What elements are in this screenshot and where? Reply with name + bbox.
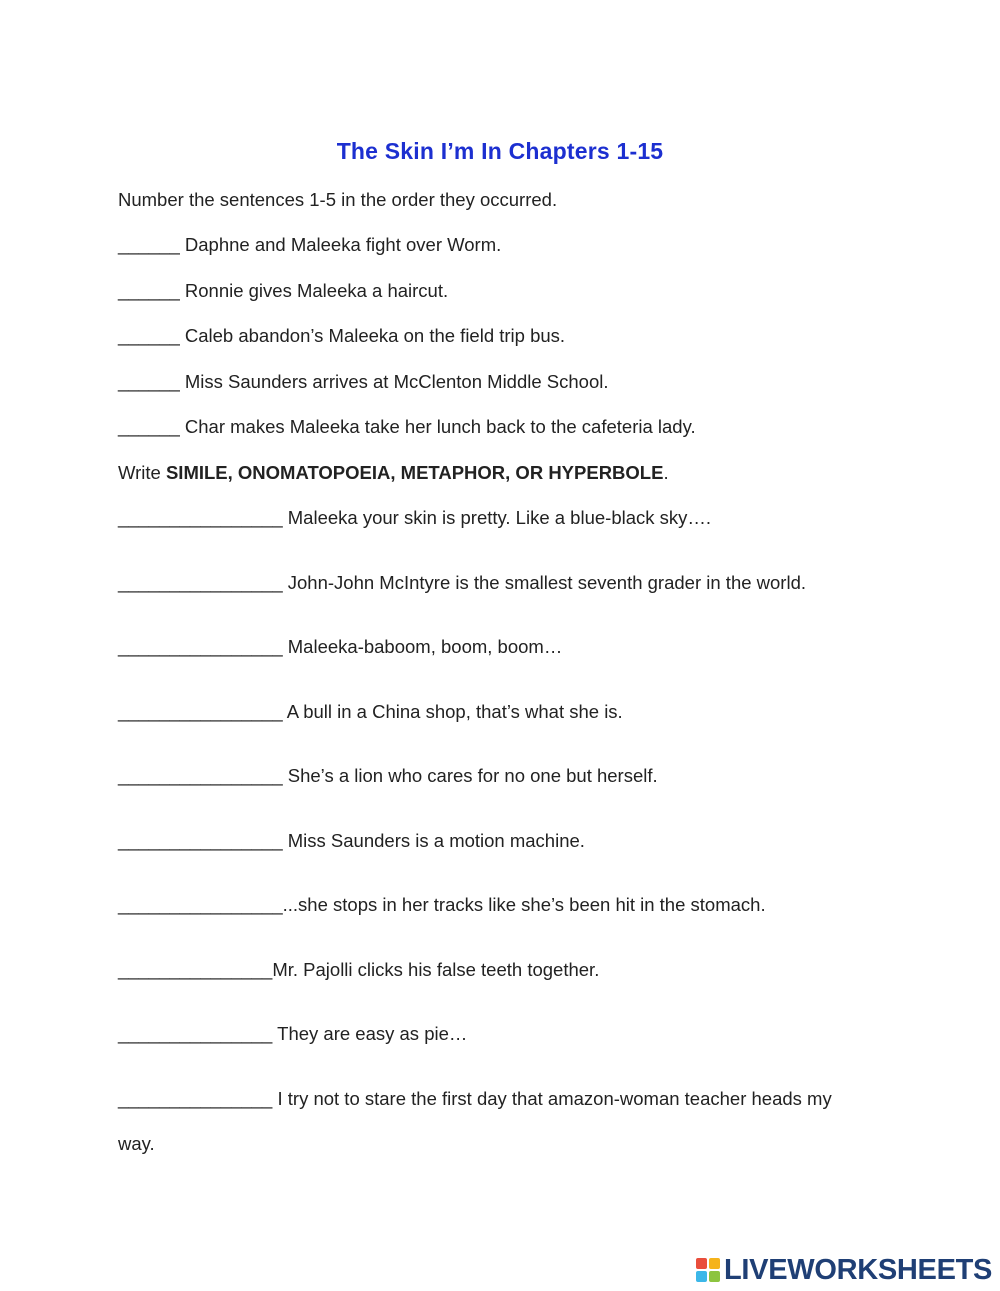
worksheet-title: The Skin I’m In Chapters 1-15 xyxy=(336,138,664,164)
ordering-item xyxy=(118,416,696,438)
answer-blank[interactable]: ________________ xyxy=(118,636,283,657)
instruction-prefix: Write xyxy=(118,462,166,483)
figurative-item xyxy=(118,1023,467,1045)
logo-square xyxy=(709,1271,720,1282)
item-text: She’s a lion who cares for no one but herself. xyxy=(282,765,658,786)
item-text: Ronnie gives Maleeka a haircut. xyxy=(184,280,449,301)
item-text: ...she stops in her tracks like she’s been hit in the stomach. xyxy=(282,894,766,915)
figurative-item xyxy=(118,701,623,723)
item-text: John-John McIntyre is the smallest seventh grader in the world. xyxy=(282,572,807,593)
figurative-item xyxy=(118,830,585,852)
instruction-suffix: . xyxy=(663,462,669,483)
ordering-item xyxy=(118,280,448,302)
answer-blank[interactable]: _______________ xyxy=(118,1023,273,1044)
item-text: A bull in a China shop, that’s what she is. xyxy=(282,701,623,722)
liveworksheets-logo xyxy=(696,1254,992,1286)
figurative-item xyxy=(118,894,766,916)
logo-square xyxy=(696,1258,707,1269)
item-text: Caleb abandon’s Maleeka on the field trip bus. xyxy=(184,325,566,346)
answer-blank[interactable]: ______ xyxy=(118,371,180,392)
answer-blank[interactable]: ______ xyxy=(118,280,180,301)
answer-blank[interactable]: _______________ xyxy=(118,959,273,980)
answer-blank[interactable]: ______ xyxy=(118,234,180,255)
item-continuation: way. xyxy=(118,1133,155,1154)
answer-blank[interactable]: ______ xyxy=(118,325,180,346)
item-text: Maleeka your skin is pretty. Like a blue-black sky…. xyxy=(282,507,712,528)
item-text: I try not to stare the first day that amazon-woman teacher heads my xyxy=(272,1088,832,1109)
liveworksheets-mark-icon xyxy=(696,1258,720,1282)
item-text: Mr. Pajolli clicks his false teeth together. xyxy=(272,959,600,980)
figurative-item xyxy=(118,572,806,594)
answer-blank[interactable]: ________________ xyxy=(118,701,283,722)
item-text: Miss Saunders arrives at McClenton Middle School. xyxy=(184,371,609,392)
item-text: Daphne and Maleeka fight over Worm. xyxy=(184,234,502,255)
figurative-instruction xyxy=(118,462,669,484)
answer-blank[interactable]: ________________ xyxy=(118,572,283,593)
answer-blank[interactable]: ________________ xyxy=(118,894,283,915)
ordering-item xyxy=(118,371,609,393)
item-text: Maleeka-baboom, boom, boom… xyxy=(282,636,563,657)
logo-text: LIVEWORKSHEETS xyxy=(724,1253,993,1286)
item-text: Char makes Maleeka take her lunch back to the cafeteria lady. xyxy=(184,416,696,437)
instruction-options: SIMILE, ONOMATOPOEIA, METAPHOR, OR HYPERBOLE xyxy=(165,462,664,483)
figurative-item xyxy=(118,507,711,529)
answer-blank[interactable]: ________________ xyxy=(118,507,283,528)
figurative-item xyxy=(118,959,599,981)
figurative-item xyxy=(118,765,658,787)
answer-blank[interactable]: ________________ xyxy=(118,830,283,851)
figurative-item xyxy=(118,1088,832,1110)
ordering-item xyxy=(118,234,501,256)
ordering-instruction: Number the sentences 1-5 in the order they occurred. xyxy=(118,189,558,210)
item-text: They are easy as pie… xyxy=(272,1023,468,1044)
answer-blank[interactable]: _______________ xyxy=(118,1088,273,1109)
answer-blank[interactable]: ______ xyxy=(118,416,180,437)
logo-square xyxy=(696,1271,707,1282)
answer-blank[interactable]: ________________ xyxy=(118,765,283,786)
item-text: Miss Saunders is a motion machine. xyxy=(282,830,585,851)
ordering-item xyxy=(118,325,565,347)
logo-square xyxy=(709,1258,720,1269)
figurative-item xyxy=(118,636,562,658)
